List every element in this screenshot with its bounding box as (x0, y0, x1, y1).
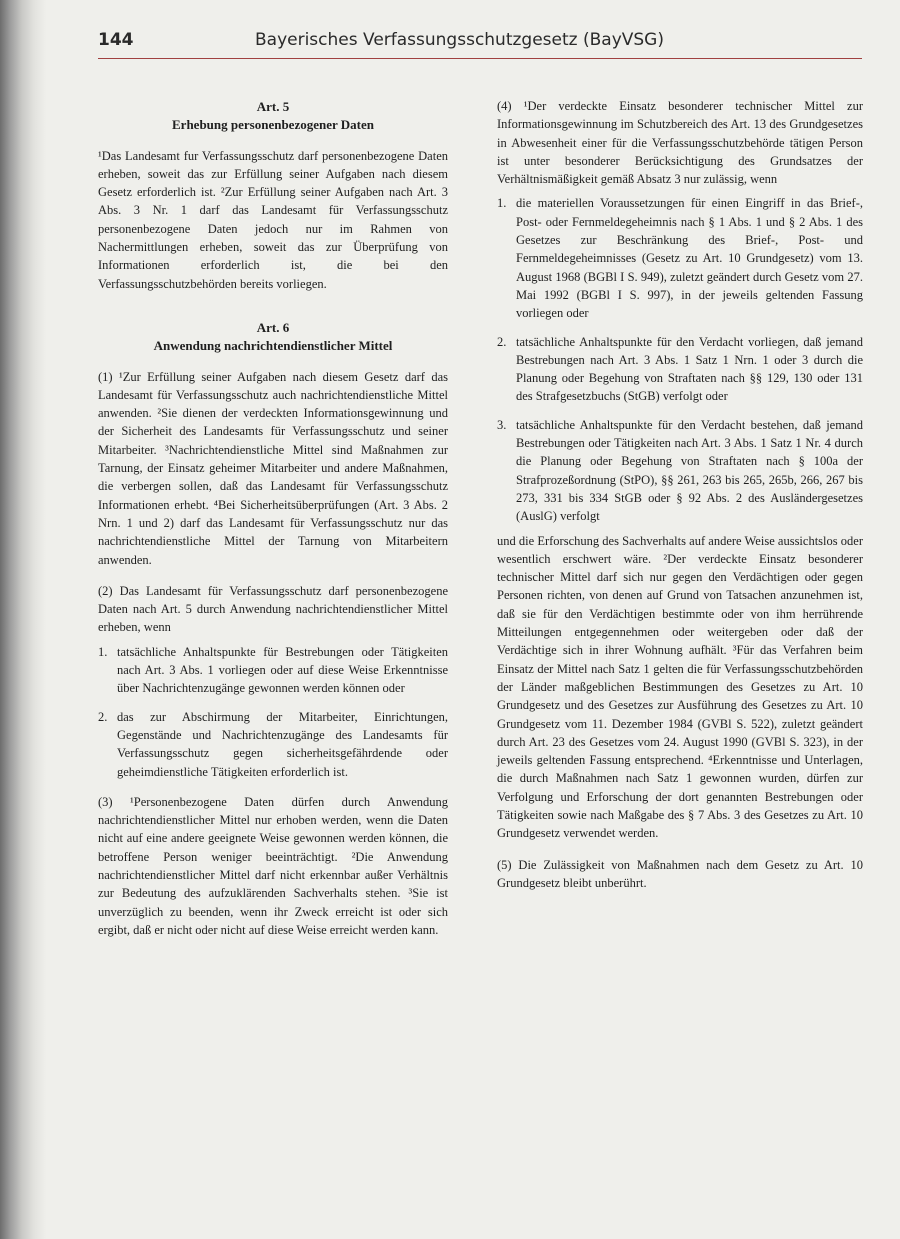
article-6-number: Art. 6 (256, 319, 290, 335)
list-item-number: 1. (497, 196, 507, 211)
book-binding-shadow (0, 0, 46, 1239)
header-rule (98, 58, 862, 59)
list-item-text: tatsächliche Anhaltspunkte für den Verdacht bestehen, daß jemand Bestrebungen oder Tätigkeiten nach Art. 3 Abs. 1 Satz 1 Nr. 4 durch die Planung oder Begehung von Straftaten nach § 100a der Strafprozeßordnung (StPO), §§ 261, 263 bis 265, 265b, 266, 267 bis 273, 331 bis 334 StGB oder § 92 Abs. 2 des Ausländergesetzes (AuslG) verfolgt (516, 417, 863, 524)
list-item-text: das zur Abschirmung der Mitarbeiter, Einrichtungen, Gegenstände und Nachrichtenzugänge des Landesamts für Verfassungsschutz gegen sicherheitsgefährdende oder geheimdienstliche Tätigkeiten erforderlich ist. (117, 709, 448, 779)
list-item (497, 416, 863, 526)
article-6-paragraph-1: (1) ¹Zur Erfüllung seiner Aufgaben nach diesem Gesetz darf das Landesamt für Verfassungsschutz auch nachrichtendienstliche Mittel anwenden. ²Sie dienen der verdeckten Informationsgewinnung und der Sicherheit des Landesamts für Verfassungsschutz und seiner Mitarbeiter. ³Nachrichtendienstliche Mittel sind Maßnahmen zur Tarnung, der Einsatz geheimer Mitarbeiter und andere Maßnahmen, die verbergen sollen, daß das Landesamt für Verfassungsschutz Informationen erhebt. ⁴Bei Sicherheitsüberprüfungen (Art. 3 Abs. 2 Nrn. 1 und 2) darf das Landesamt für Verfassungsschutz nur das nachrichtendienstliche Mittel der Tarnung von Mitarbeitern anwenden. (98, 369, 448, 567)
list-item (98, 643, 448, 698)
article-5-text: ¹Das Landesamt fur Verfassungsschutz darf personenbezogene Daten erheben, soweit das zur Erfüllung seiner Aufgaben nach diesem Gesetz erforderlich ist. ²Zur Erfüllung seiner Aufgaben nach Art. 3 Abs. 3 Nr. 1 darf das Landesamt für Verfassungsschutz personenbezogene Daten jedoch nur im Rahmen von Nachermittlungen erheben, soweit das zur Überprüfung von Informationen erforderlich ist, die bei den Verfassungsschutzbehörden bereits vorliegen. (98, 148, 448, 291)
page-number: 144 (98, 30, 134, 50)
article-6-paragraph-4-intro: (4) ¹Der verdeckte Einsatz besonderer technischer Mittel zur Informationsgewinnung im Schutzbereich des Art. 13 des Grundgesetzes in Abwesenheit einer für die Verfassungsschutzbehörde tätigen Person ist unter besonderer Berücksichtigung des Grundsatzes der Verhältnismäßigkeit gemäß Absatz 3 nur zulässig, wenn (497, 99, 863, 187)
list-item-number: 2. (98, 709, 108, 724)
article-6-paragraph-5: (5) Die Zulässigkeit von Maßnahmen nach dem Gesetz zu Art. 10 Grundgesetz bleibt unberührt. (497, 857, 863, 890)
list-item-text: tatsächliche Anhaltspunkte für den Verdacht vorliegen, daß jemand Bestrebungen nach Art. 3 Abs. 1 Satz 1 Nrn. 1 oder 3 durch die Planung oder Begehung von Straftaten nach §§ 129, 130 oder 131 des Strafgesetzbuchs (StGB) verfolgt oder (516, 334, 863, 404)
list-item (98, 708, 448, 781)
running-title: Bayerisches Verfassungsschutzgesetz (BayVSG) (255, 30, 664, 50)
list-item-text: tatsächliche Anhaltspunkte für Bestrebungen oder Tätigkeiten nach Art. 3 Abs. 1 vorliegen oder auf diese Weise Erkenntnisse über Nachrichtenzugänge gewonnen werden können oder (117, 644, 448, 696)
article-6-paragraph-4-list (497, 194, 863, 525)
article-6-paragraph-3: (3) ¹Personenbezogene Daten dürfen durch Anwendung nachrichtendienstlicher Mittel nur erhoben werden, wenn die Daten nicht auf eine andere geeignete Weise gewonnen werden können, die betroffene Person weniger beeinträchtigt. ²Die Anwendung nachrichtendienstlicher Mittel darf nicht erkennbar außer Verhältnis zur Bedeutung des aufzuklärenden Sachverhalts stehen. ³Sie ist unverzüglich zu beenden, wenn ihr Zweck erreicht ist oder sich ergibt, daß er nicht oder nicht auf diese Weise erreicht werden kann. (98, 794, 448, 937)
list-item-number: 1. (98, 644, 108, 659)
list-item-number: 2. (497, 334, 507, 349)
article-5-title: Erhebung personenbezogener Daten (172, 117, 374, 133)
list-item-number: 3. (497, 417, 507, 432)
article-6-paragraph-2-list (98, 643, 448, 781)
page-header (98, 30, 860, 52)
article-6-paragraph-2-intro: (2) Das Landesamt für Verfassungsschutz darf personenbezogene Daten nach Art. 5 durch Anwendung nachrichtendienstlicher Mittel erheben, wenn (98, 583, 448, 635)
left-column (98, 98, 448, 952)
article-5-number: Art. 5 (256, 99, 290, 114)
article-6-title: Anwendung nachrichtendienstlicher Mittel (153, 338, 393, 354)
list-item (497, 194, 863, 322)
list-item (497, 333, 863, 406)
list-item-text: die materiellen Voraussetzungen für einen Eingriff in das Brief-, Post- oder Fernmeldegeheimnis nach § 1 Abs. 1 und § 2 Abs. 1 des Gesetzes zur Beschränkung des Brief-, Post- und Fernmeldegeheimnisses (Gesetz zu Art. 10 Grundgesetz) vom 13. August 1968 (BGBl I S. 949), zuletzt geändert durch Gesetz vom 27. Mai 1992 (BGBl I S. 997), in der jeweils geltenden Fassung vorliegen oder (516, 196, 863, 321)
article-6-paragraph-4-continuation: und die Erforschung des Sachverhalts auf andere Weise aussichtslos oder wesentlich erschwert wäre. ²Der verdeckte Einsatz besonderer technischer Mittel darf sich nur gegen den Verdächtigen oder gegen Personen richten, von denen auf Grund von Tatsachen anzunehmen ist, daß sie für den Verdächtigen bestimmte oder von ihm herrührende Mitteilungen entgegennehmen oder weitergeben oder daß der Verdächtige sich in ihrer Wohnung aufhält. ³Für das Verfahren beim Einsatz der Mittel nach Satz 1 gelten die für Verfassungsschutzbehörden der Länder maßgeblichen Bestimmungen des Gesetzes zu Art. 10 Grundgesetz und des Gesetzes zur Ausführung des Gesetzes zu Art. 10 Grundgesetz vom 11. Dezember 1984 (GVBl S. 522), zuletzt geändert durch Art. 23 des Gesetzes vom 24. August 1990 (GVBl S. 323), in der jeweils geltenden Fassung entsprechend. ⁴Erkenntnisse und Unterlagen, die durch Maßnahmen nach Satz 1 gewonnen wurden, dürfen zur Verfolgung und Erforschung der dort genannten Bestrebungen oder Tätigkeiten sowie nach Maßgabe des § 7 Abs. 3 des Gesetzes zu Art. 10 Grundgesetz verwendet werden. (497, 533, 863, 841)
article-spacer (98, 306, 448, 319)
right-column (497, 97, 863, 905)
